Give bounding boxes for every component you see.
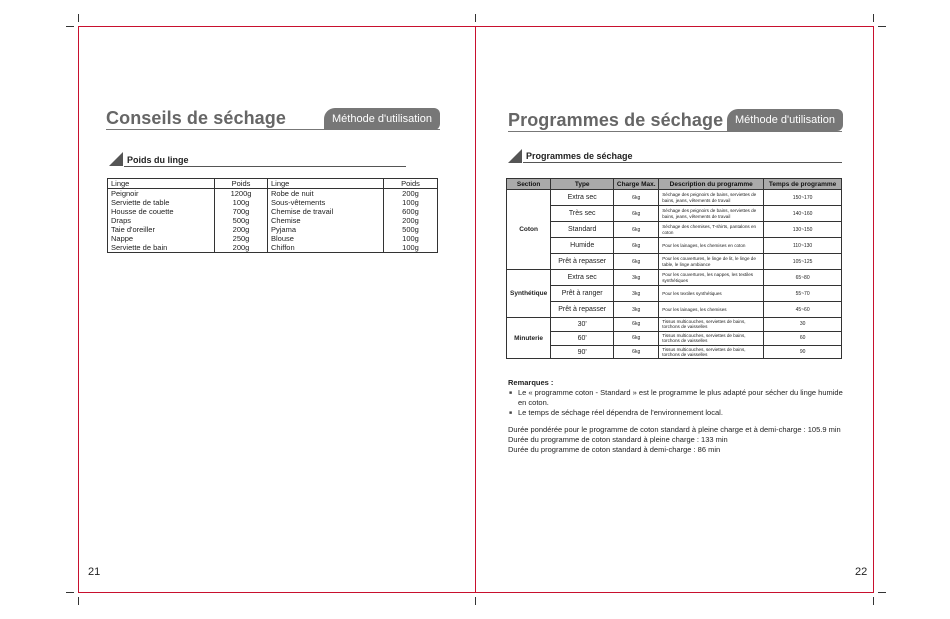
weight-cell: 100g <box>384 234 438 243</box>
item-cell: Housse de couette <box>108 207 215 216</box>
charge-cell: 6kg <box>614 331 659 345</box>
table-row <box>108 225 438 234</box>
weight-cell: 200g <box>384 189 438 199</box>
column-header: Description du programme <box>659 179 764 190</box>
item-cell: Chemise de travail <box>268 207 384 216</box>
weight-cell: 500g <box>384 225 438 234</box>
weight-cell: 500g <box>215 216 268 225</box>
duration-line: Durée du programme de coton standard à demi-charge : 86 min <box>508 445 721 454</box>
heading-triangle-icon <box>508 149 522 163</box>
description-cell: Pour les textiles synthétiques <box>659 286 764 302</box>
time-cell: 65~80 <box>764 270 842 286</box>
item-cell: Chiffon <box>268 243 384 253</box>
weight-cell: 250g <box>215 234 268 243</box>
time-cell: 130~150 <box>764 222 842 238</box>
crop-mark <box>66 592 74 593</box>
table-row <box>108 234 438 243</box>
title-rule-right <box>508 131 842 132</box>
weight-cell: 100g <box>384 243 438 253</box>
table-header-row <box>108 179 438 189</box>
crop-mark <box>878 592 886 593</box>
section-cell: Coton <box>507 190 551 270</box>
page-number-left: 21 <box>88 566 101 578</box>
section-tab-right: Méthode d'utilisation <box>727 109 843 131</box>
table-row <box>507 238 842 254</box>
description-cell: Tissus multicouches, serviettes de bains, torchons de vaisselles <box>659 331 764 345</box>
heading-triangle-icon <box>109 152 123 166</box>
charge-cell: 3kg <box>614 286 659 302</box>
weight-cell: 100g <box>215 198 268 207</box>
table-row <box>108 207 438 216</box>
description-cell: Pour les lainages, les chemises en coton <box>659 238 764 254</box>
charge-cell: 6kg <box>614 318 659 332</box>
charge-cell: 6kg <box>614 222 659 238</box>
column-header: Charge Max. <box>614 179 659 190</box>
table-row <box>507 206 842 222</box>
column-header: Poids <box>384 179 438 189</box>
remarks-title: Remarques : <box>508 378 554 387</box>
table-row <box>507 254 842 270</box>
table-row <box>507 302 842 318</box>
column-header: Section <box>507 179 551 190</box>
column-header: Linge <box>108 179 215 189</box>
item-cell: Blouse <box>268 234 384 243</box>
type-cell: 90' <box>551 345 614 359</box>
weight-cell: 200g <box>215 243 268 253</box>
type-cell: Humide <box>551 238 614 254</box>
time-cell: 105~125 <box>764 254 842 270</box>
item-cell: Robe de nuit <box>268 189 384 199</box>
item-cell: Pyjama <box>268 225 384 234</box>
charge-cell: 3kg <box>614 302 659 318</box>
trim-left <box>78 26 79 593</box>
weight-cell: 200g <box>384 216 438 225</box>
charge-cell: 6kg <box>614 238 659 254</box>
time-cell: 60 <box>764 331 842 345</box>
section-heading-right: Programmes de séchage <box>526 151 633 161</box>
column-header: Linge <box>268 179 384 189</box>
remark-item: ■ Le « programme coton - Standard » est le programme le plus adapté pour sécher du linge humide en coton. <box>508 388 843 408</box>
table-row <box>507 286 842 302</box>
type-cell: 30' <box>551 318 614 332</box>
column-header: Poids <box>215 179 268 189</box>
description-cell: Pour les couvertures, le linge de lit, le linge de table, le linge ambiance <box>659 254 764 270</box>
description-cell: Séchage des peignoirs de bains, serviettes de bains, jeans, vêtements de travail <box>659 206 764 222</box>
table-row <box>108 243 438 253</box>
crop-mark <box>78 597 79 605</box>
description-cell: Pour les lainages, les chemises <box>659 302 764 318</box>
item-cell: Nappe <box>108 234 215 243</box>
charge-cell: 3kg <box>614 270 659 286</box>
section-rule-right <box>523 162 842 163</box>
type-cell: 60' <box>551 331 614 345</box>
weight-cell: 1200g <box>215 189 268 199</box>
time-cell: 30 <box>764 318 842 332</box>
weight-cell: 100g <box>384 198 438 207</box>
table-row <box>507 190 842 206</box>
item-cell: Chemise <box>268 216 384 225</box>
type-cell: Prêt à ranger <box>551 286 614 302</box>
type-cell: Prêt à repasser <box>551 302 614 318</box>
duration-line: Durée du programme de coton standard à pleine charge : 133 min <box>508 435 728 444</box>
description-cell: Pour les couvertures, les nappes, les textiles synthétiques <box>659 270 764 286</box>
type-cell: Standard <box>551 222 614 238</box>
section-tab-left: Méthode d'utilisation <box>324 108 440 130</box>
remark-item: ■ Le temps de séchage réel dépendra de l'environnement local. <box>508 408 843 418</box>
item-cell: Draps <box>108 216 215 225</box>
charge-cell: 6kg <box>614 190 659 206</box>
column-header: Temps de programme <box>764 179 842 190</box>
crop-mark <box>878 26 886 27</box>
section-heading-left: Poids du linge <box>127 155 189 165</box>
remarks-block <box>508 378 843 418</box>
trim-top <box>78 26 874 27</box>
page-title-left: Conseils de séchage <box>106 108 286 128</box>
table-row <box>507 270 842 286</box>
page-number-right: 22 <box>855 566 868 578</box>
section-rule-left <box>124 166 406 167</box>
crop-mark <box>475 14 476 22</box>
table-row <box>108 189 438 199</box>
weight-cell: 700g <box>215 207 268 216</box>
description-cell: Tissus multicouches, serviettes de bains, torchons de vaisselles <box>659 345 764 359</box>
crop-mark <box>66 26 74 27</box>
table-row <box>507 222 842 238</box>
type-cell: Très sec <box>551 206 614 222</box>
table-row <box>108 198 438 207</box>
durations-block <box>508 425 853 455</box>
column-header: Type <box>551 179 614 190</box>
type-cell: Extra sec <box>551 270 614 286</box>
item-cell: Serviette de bain <box>108 243 215 253</box>
time-cell: 55~70 <box>764 286 842 302</box>
time-cell: 45~60 <box>764 302 842 318</box>
crop-mark <box>873 597 874 605</box>
time-cell: 150~170 <box>764 190 842 206</box>
trim-right <box>873 26 874 593</box>
crop-mark <box>873 14 874 22</box>
weight-cell: 200g <box>215 225 268 234</box>
charge-cell: 6kg <box>614 345 659 359</box>
table-row <box>507 318 842 332</box>
table-row <box>507 331 842 345</box>
type-cell: Prêt à repasser <box>551 254 614 270</box>
programs-table <box>506 178 842 359</box>
charge-cell: 6kg <box>614 206 659 222</box>
item-cell: Serviette de table <box>108 198 215 207</box>
trim-bottom <box>78 592 874 593</box>
description-cell: Séchage des chemises, T-shirts, pantalons en coton <box>659 222 764 238</box>
weights-table <box>107 178 438 253</box>
trim-spine <box>475 26 476 593</box>
charge-cell: 6kg <box>614 254 659 270</box>
table-header-row <box>507 179 842 190</box>
description-cell: Tissus multicouches, serviettes de bains, torchons de vaisselles <box>659 318 764 332</box>
section-cell: Synthétique <box>507 270 551 318</box>
crop-mark <box>475 597 476 605</box>
table-row <box>507 345 842 359</box>
crop-mark <box>78 14 79 22</box>
time-cell: 90 <box>764 345 842 359</box>
weight-cell: 600g <box>384 207 438 216</box>
duration-line: Durée pondérée pour le programme de coton standard à pleine charge et à demi-charge : 105.9 min <box>508 425 841 434</box>
item-cell: Sous-vêtements <box>268 198 384 207</box>
table-row <box>108 216 438 225</box>
time-cell: 140~160 <box>764 206 842 222</box>
item-cell: Peignoir <box>108 189 215 199</box>
item-cell: Taie d'oreiller <box>108 225 215 234</box>
section-cell: Minuterie <box>507 318 551 359</box>
type-cell: Extra sec <box>551 190 614 206</box>
time-cell: 110~130 <box>764 238 842 254</box>
description-cell: Séchage des peignoirs de bains, serviettes de bains, jeans, vêtements de travail <box>659 190 764 206</box>
page-title-right: Programmes de séchage <box>508 110 724 130</box>
